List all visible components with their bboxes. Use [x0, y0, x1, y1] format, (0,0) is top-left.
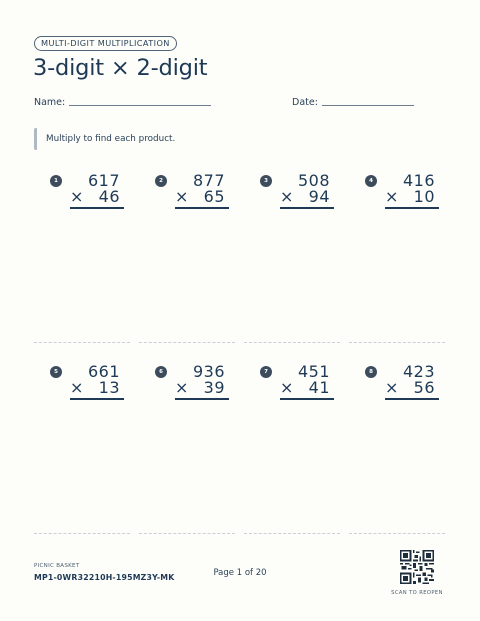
multiplicand: 936 — [192, 362, 225, 381]
multiply-sign: × — [70, 378, 84, 397]
multiplicand: 877 — [192, 171, 225, 190]
answer-rule — [175, 398, 229, 400]
page-title: 3-digit × 2-digit — [33, 55, 208, 81]
problem-5 — [34, 361, 144, 411]
answer-rule — [280, 398, 334, 400]
problem-number-badge: 1 — [50, 175, 62, 187]
multiply-sign: × — [175, 378, 189, 397]
page-indicator: Page 1 of 20 — [213, 568, 267, 578]
problem-number-badge: 5 — [50, 366, 62, 378]
problem-6 — [139, 361, 249, 411]
multiplicand: 416 — [402, 171, 435, 190]
multiplier: 13 — [98, 378, 120, 397]
name-field — [34, 97, 211, 108]
multiplicand: 508 — [297, 171, 330, 190]
footer-brand: PICNIC BASKET — [34, 563, 80, 569]
multiply-sign: × — [385, 187, 399, 206]
multiplier: 10 — [413, 187, 435, 206]
problem-2 — [139, 170, 249, 220]
problem-1 — [34, 170, 144, 220]
multiplicand: 451 — [297, 362, 330, 381]
answer-rule — [385, 398, 439, 400]
answer-rule — [175, 207, 229, 209]
problem-8 — [349, 361, 459, 411]
problem-number-badge: 3 — [260, 175, 272, 187]
qr-code-icon[interactable] — [400, 550, 434, 584]
qr-caption: SCAN TO REOPEN — [391, 590, 443, 596]
name-label: Name: — [34, 97, 66, 108]
answer-rule — [280, 207, 334, 209]
multiply-sign: × — [280, 378, 294, 397]
multiply-sign: × — [385, 378, 399, 397]
row-divider — [244, 533, 340, 534]
answer-rule — [70, 398, 124, 400]
problem-3 — [244, 170, 354, 220]
multiplier: 65 — [203, 187, 225, 206]
row-divider — [349, 342, 445, 343]
name-line — [69, 105, 211, 106]
multiplicand: 423 — [402, 362, 435, 381]
problem-number-badge: 6 — [155, 366, 167, 378]
multiply-sign: × — [70, 187, 84, 206]
multiplier: 94 — [308, 187, 330, 206]
multiplier: 56 — [413, 378, 435, 397]
row-divider — [139, 533, 235, 534]
problem-4 — [349, 170, 459, 220]
row-divider — [349, 533, 445, 534]
multiplicand: 617 — [87, 171, 120, 190]
answer-rule — [70, 207, 124, 209]
problem-number-badge: 7 — [260, 366, 272, 378]
row-divider — [34, 533, 130, 534]
multiply-sign: × — [280, 187, 294, 206]
worksheet-tag: MULTI-DIGIT MULTIPLICATION — [34, 36, 177, 51]
date-line — [322, 105, 414, 106]
row-divider — [139, 342, 235, 343]
problem-7 — [244, 361, 354, 411]
multiply-sign: × — [175, 187, 189, 206]
multiplier: 46 — [98, 187, 120, 206]
date-field — [292, 97, 414, 108]
date-label: Date: — [292, 97, 318, 108]
multiplicand: 661 — [87, 362, 120, 381]
row-divider — [244, 342, 340, 343]
problem-number-badge: 4 — [365, 175, 377, 187]
answer-rule — [385, 207, 439, 209]
multiplier: 41 — [308, 378, 330, 397]
instruction-box: Multiply to find each product. — [34, 128, 175, 150]
worksheet-code: MP1-0WR32210H-195MZ3Y-MK — [34, 573, 175, 582]
row-divider — [34, 342, 130, 343]
problem-number-badge: 8 — [365, 366, 377, 378]
multiplier: 39 — [203, 378, 225, 397]
problem-number-badge: 2 — [155, 175, 167, 187]
